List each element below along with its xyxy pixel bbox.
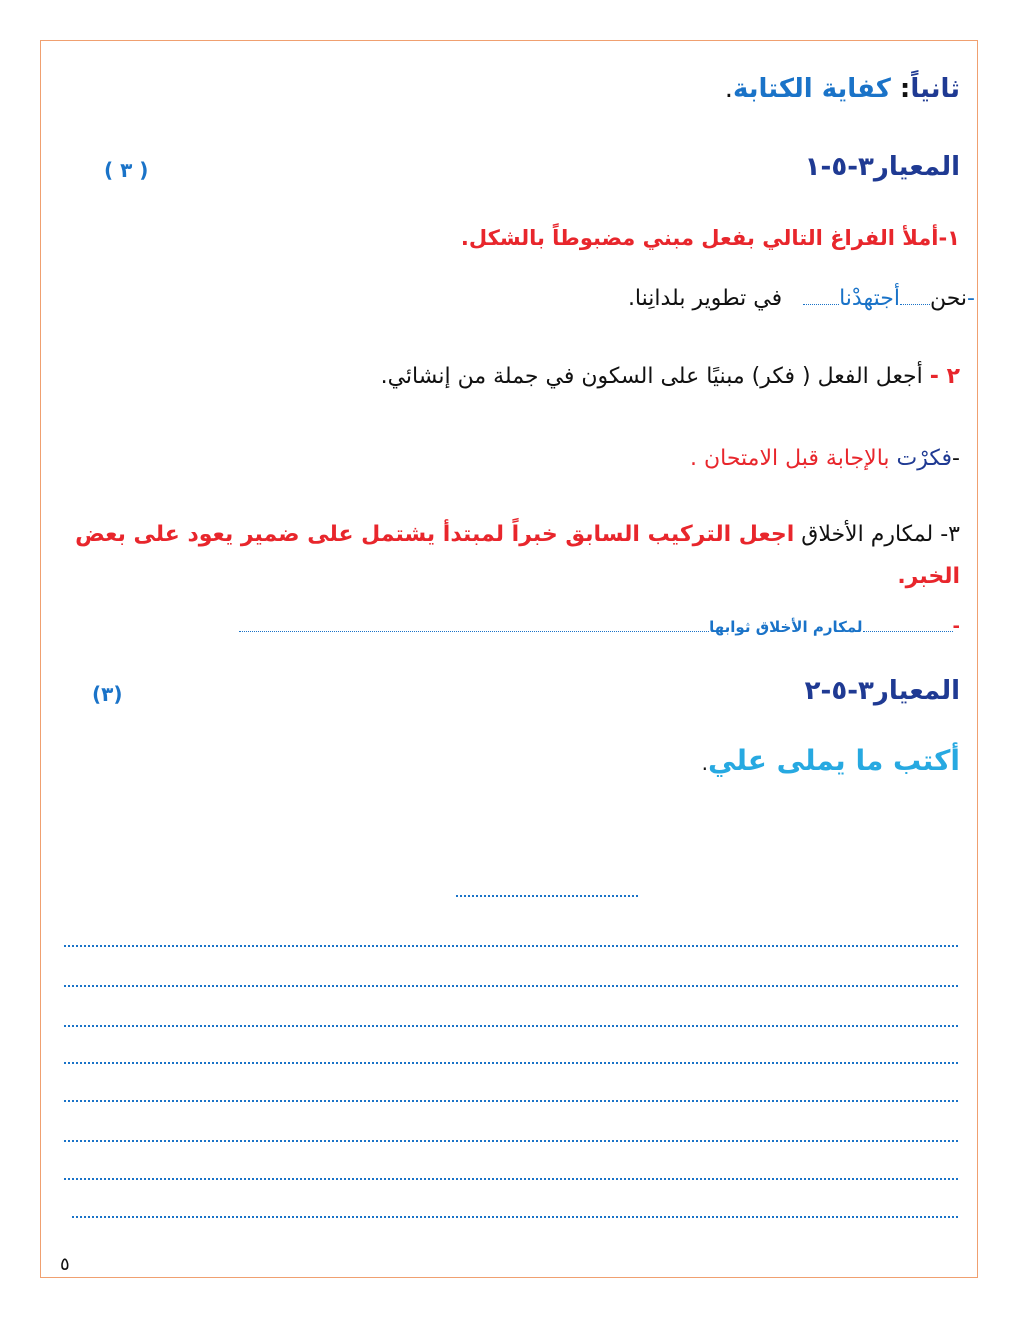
q1-dash: - [967, 286, 975, 311]
q2-answer-line [690, 446, 960, 471]
dictation-line[interactable] [64, 1100, 958, 1102]
page-number: ٥ [60, 1254, 70, 1275]
dictation-title-line [702, 744, 960, 777]
dictation-line[interactable] [64, 985, 958, 987]
dictation-line[interactable] [64, 945, 958, 947]
dictation-line[interactable] [64, 1062, 958, 1064]
q3-phrase: لمكارم الأخلاق [801, 522, 934, 547]
section-title [725, 74, 960, 104]
standard2-label: المعيار٣-٥-٢ [804, 676, 960, 706]
dictation-short-line[interactable] [456, 895, 638, 897]
q2-answer-verb[interactable]: فكرْت [896, 446, 953, 471]
standard1-label: المعيار٣-٥-١ [804, 152, 960, 182]
standard1-score: ( ٣ ) [104, 158, 149, 182]
q2-answer-rest[interactable]: بالإجابة قبل الامتحان . [690, 446, 890, 471]
q3-answer[interactable]: لمكارم الأخلاق ثوابها [709, 618, 863, 636]
q1-instruction: ١-أملأ الفراغ التالي بفعل مبني مضبوطاً بالشكل. [460, 226, 960, 250]
q3-dots-right [863, 631, 953, 632]
q3-line1 [75, 522, 960, 547]
section-title-rest: كفاية الكتابة [732, 74, 891, 104]
q1-before: نحن [929, 286, 968, 311]
q3-answer-dash: - [952, 616, 960, 637]
section-title-period: . [724, 74, 733, 104]
section-title-colon: : [899, 74, 911, 104]
standard2-score: (٣) [92, 682, 123, 706]
q3-instruction-line1: اجعل التركيب السابق خبراً لمبتدأ يشتمل على ضمير يعود على بعض [75, 522, 795, 547]
q2-number: ٢ - [929, 364, 960, 389]
dictation-line[interactable] [64, 1178, 958, 1180]
dictation-line[interactable] [72, 1216, 958, 1218]
q1-dots-left [803, 304, 839, 305]
q1-after: في تطوير بلدانِنا. [627, 286, 783, 311]
q3-dots-left [239, 631, 709, 632]
section-title-main: ثانياً [910, 74, 960, 104]
q2-answer-dash: - [952, 446, 960, 471]
q1-sentence [628, 286, 975, 311]
q3-instruction-line2: الخبر. [897, 564, 960, 589]
dictation-line[interactable] [64, 1025, 958, 1027]
q1-answer[interactable]: أجتهدْنا [839, 286, 900, 311]
q1-dots-right [900, 304, 930, 305]
q3-number: ٣- [940, 522, 960, 547]
q2-prompt-line [381, 364, 960, 389]
dictation-period: . [701, 751, 709, 775]
dictation-title: أكتب ما يملى علي [708, 744, 960, 777]
q2-prompt: أجعل الفعل ( فكر) مبنيًا على السكون في جملة من إنشائي. [380, 364, 923, 389]
dictation-line[interactable] [64, 1140, 958, 1142]
q3-answer-line [239, 616, 960, 637]
